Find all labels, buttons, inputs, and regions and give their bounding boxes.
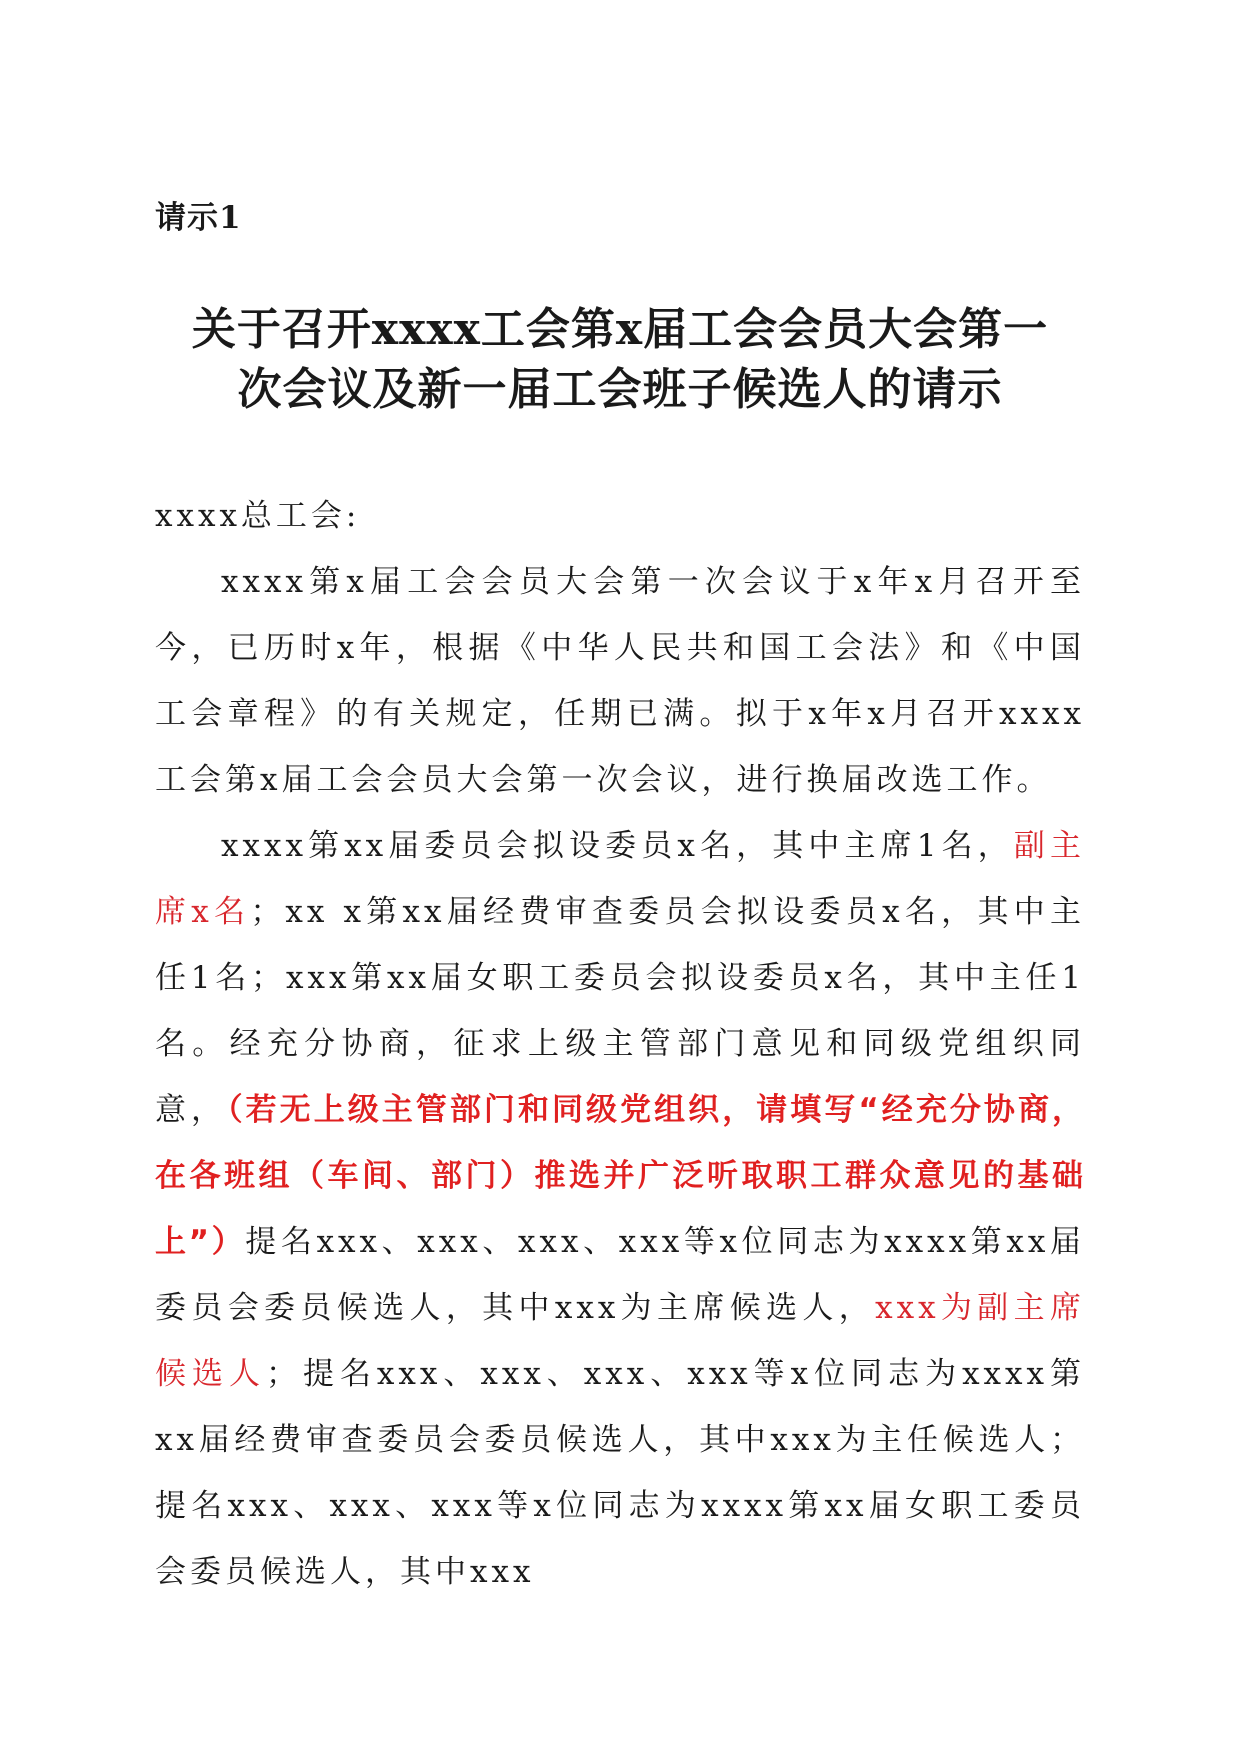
paragraph-2-part-d: ；提名xxx、xxx、xxx、xxx等x位同志为xxxx第xx届经费审查委员会委员候选人，其中xxx为主任候选人；提名xxx、xxx、xxx等x位同志为xxxx第xx届女职工委员会委员候选人，其中xxx bbox=[155, 1356, 1085, 1590]
document-label: 请示1 bbox=[155, 200, 242, 236]
highlight-vice-chair-candidate: xxx为副主席候选人 bbox=[155, 1290, 1085, 1392]
paragraph-2-part-b: ；xx x第xx届经费审查委员会拟设委员x名，其中主任1名；xxx第xx届女职工委员会拟设委员x名，其中主任1名。经充分协商，征求上级主管部门意见和同级党组织同意， bbox=[155, 894, 1086, 1128]
title-line-2: 次会议及新一届工会班子候选人的请示 bbox=[237, 364, 1003, 415]
paragraph-2-part-a: xxxx第xx届委员会拟设委员x名，其中主席1名， bbox=[221, 828, 1014, 864]
paragraph-2 bbox=[155, 813, 1085, 1605]
document-body bbox=[155, 483, 1085, 1605]
document-title bbox=[130, 300, 1110, 420]
paragraph-1: xxxx第x届工会会员大会第一次会议于x年x月召开至今，已历时x年，根据《中华人民共和国工会法》和《中国工会章程》的有关规定，任期已满。拟于x年x月召开xxxx工会第x届工会会员大会第一次会议，进行换届改选工作。 bbox=[155, 564, 1085, 798]
title-line-1: 关于召开xxxx工会第x届工会会员大会第一 bbox=[191, 304, 1049, 355]
highlight-vice-chair-count: 副主席x名 bbox=[155, 828, 1086, 930]
highlight-instruction-note: （若无上级主管部门和同级党组织，请填写“经充分协商，在各班组（车间、部门）推选并广泛听取职工群众意见的基础上”） bbox=[155, 1092, 1086, 1260]
salutation: xxxx总工会: bbox=[155, 498, 361, 534]
paragraph-2-part-c: 提名xxx、xxx、xxx、xxx等x位同志为xxxx第xx届委员会委员候选人，其中xxx为主席候选人， bbox=[155, 1224, 1085, 1326]
